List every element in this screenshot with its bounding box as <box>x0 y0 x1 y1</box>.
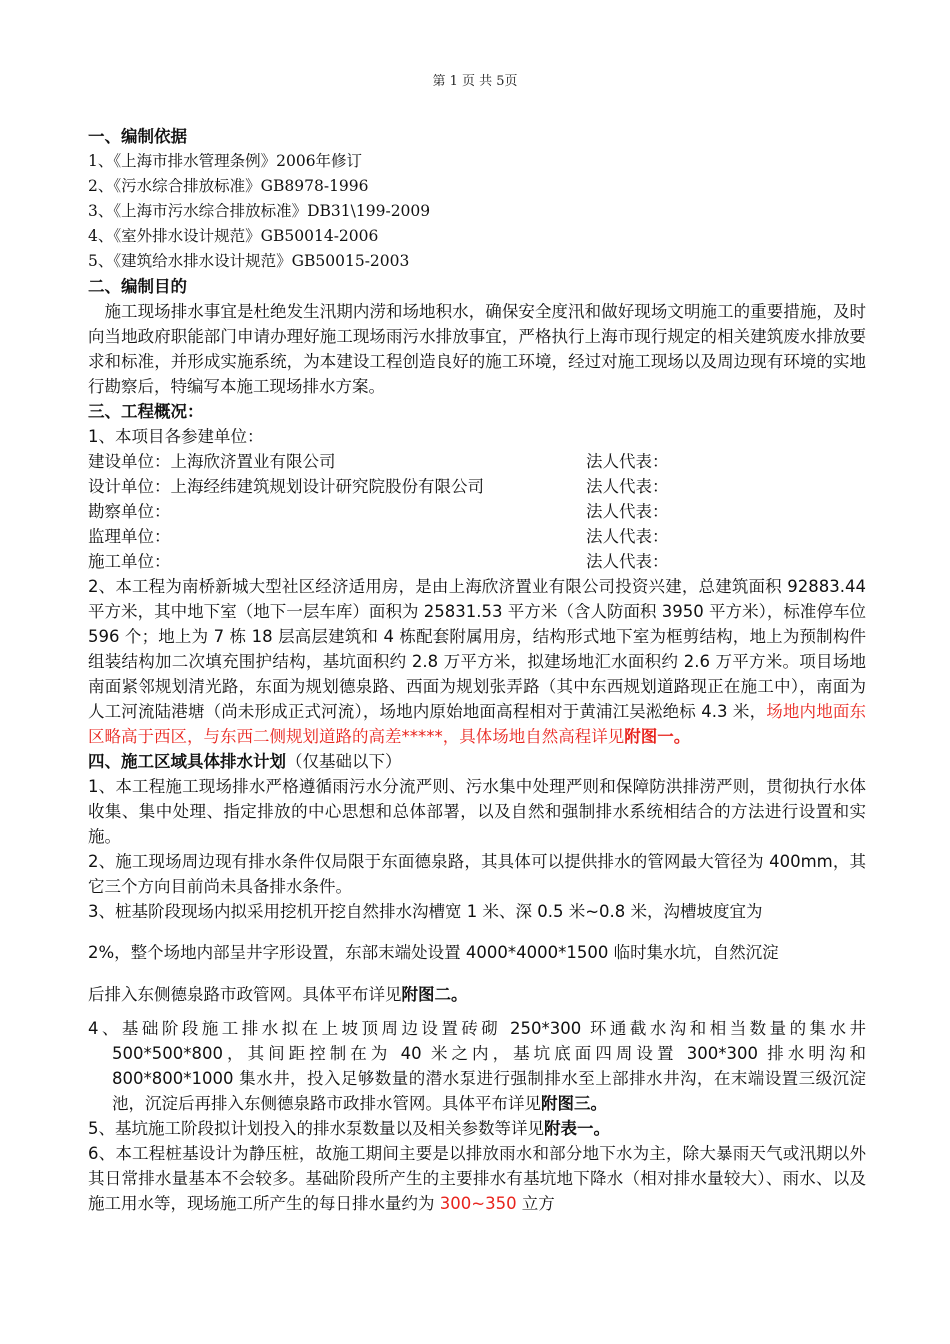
daily-volume-value: 300~350 <box>439 1194 517 1213</box>
unit-row-survey <box>88 499 866 524</box>
purpose-paragraph: 施工现场排水事宜是杜绝发生汛期内涝和场地积水，确保安全度汛和做好现场文明施工的重要措施，及时向当地政府职能部门申请办理好施工现场雨污水排放事宜，严格执行上海市现行规定的相关建筑废水排放要求和标准，并形成实施系统，为本建设工程创造良好的施工环境，经过对施工现场以及周边现有环境的实地行勘察后，特编写本施工现场排水方案。 <box>88 302 866 396</box>
item-6-text: 6、本工程桩基设计为静压桩，故施工期间主要是以排放雨水和部分地下水为主，除大暴雨天气或汛期以外其日常排水量基本不会较多。基础阶段所产生的主要排水有基坑地下降水（相对排水量较大）、雨水、以及施工用水等，现场施工所产生的每日排水量约为 <box>88 1144 866 1213</box>
page-number-header: 第 1 页 共 5页 <box>432 74 518 89</box>
appendix-ref-2: 附图二。 <box>401 985 468 1004</box>
item-4-text: 4、基础阶段施工排水拟在上坡顶周边设置砖砌 250*300 环通截水沟和相当数量的集水井 500*500*800，其间距控制在为 40 米之内，基坑底面四周设置 300*300 排水明沟和 800*800*1000 集水井，投入足够数量的潜水泵进行强制排水至上部排水井沟，在末端设置三级沉淀池，沉淀后再排入东侧德泉路市政排水管网。具体平布详见 <box>88 1019 866 1113</box>
project-overview-paragraph <box>88 574 866 749</box>
section-4-title-row <box>88 749 866 774</box>
item-6-end: 立方 <box>516 1194 555 1213</box>
section-4-note: （仅基础以下） <box>286 752 402 771</box>
appendix-ref-1: 附图一。 <box>624 727 691 746</box>
reference-item: 4、《室外排水设计规范》GB50014-2006 <box>88 227 379 245</box>
legal-rep-label: 法人代表： <box>586 477 669 496</box>
unit-row-supervision <box>88 524 866 549</box>
unit-name: 监理单位： <box>88 527 171 546</box>
drainage-plan-item-3-line2: 2%，整个场地内部呈井字形设置，东部末端处设置 4000*4000*1500 临时集水坑，自然沉淀 <box>88 943 779 962</box>
section-1-title: 一、编制依据 <box>88 127 187 146</box>
unit-name: 施工单位： <box>88 552 171 571</box>
drainage-plan-item-3-line1: 3、桩基阶段现场内拟采用挖机开挖自然排水沟槽宽 1 米、深 0.5 米~0.8 米，沟槽坡度宜为 <box>88 902 763 921</box>
reference-item: 5、《建筑给水排水设计规范》GB50015-2003 <box>88 252 410 270</box>
unit-row-design <box>88 474 866 499</box>
legal-rep-label: 法人代表： <box>586 452 669 471</box>
section-4-title: 四、施工区域具体排水计划 <box>88 752 286 771</box>
drainage-plan-item-6 <box>88 1141 866 1216</box>
item-3-text: 后排入东侧德泉路市政管网。具体平布详见 <box>88 985 402 1004</box>
legal-rep-label: 法人代表： <box>586 502 669 521</box>
document-body <box>88 124 866 1216</box>
drainage-plan-item-3-line3 <box>88 974 866 1016</box>
drainage-plan-item-2: 2、施工现场周边现有排水条件仅局限于东面德泉路，其具体可以提供排水的管网最大管径为 400mm，其它三个方向目前尚未具备排水条件。 <box>88 852 866 896</box>
legal-rep-label: 法人代表： <box>586 552 669 571</box>
item-5-text: 5、基坑施工阶段拟计划投入的排水泵数量以及相关参数等详见 <box>88 1119 544 1138</box>
reference-item: 2、《污水综合排放标准》GB8978-1996 <box>88 177 369 195</box>
legal-rep-label: 法人代表： <box>586 527 669 546</box>
reference-item: 1、《上海市排水管理条例》2006年修订 <box>88 152 363 170</box>
drainage-plan-item-5 <box>88 1116 866 1141</box>
overview-text: 2、本工程为南桥新城大型社区经济适用房，是由上海欣济置业有限公司投资兴建，总建筑面积 92883.44 平方米，其中地下室（地下一层车库）面积为 25831.53 平方米（含人防面积 3950 平方米），标准停车位 596 个；地上为 7 栋 18 层高层建筑和 4 栋配套附属用房，结构形式地下室为框剪结构，地上为预制构件组装结构加二次填充围护结构，基坑面积约 2.8 万平方米，拟建场地汇水面积约 2.6 万平方米。项目场地南面紧邻规划清光路，东面为规划德泉路、西面为规划张弄路（其中东西规划道路现正在施工中），南面为人工河流陆港塘（尚未形成正式河流），场地内原始地面高程相对于黄浦江吴淞绝标 4.3 米， <box>88 577 866 721</box>
unit-name: 建设单位：上海欣济置业有限公司 <box>88 452 336 471</box>
section-3-title: 三、工程概况： <box>88 402 204 421</box>
unit-name: 勘察单位： <box>88 502 171 521</box>
drainage-plan-item-4 <box>88 1016 866 1116</box>
reference-item: 3、《上海市污水综合排放标准》DB31\199-2009 <box>88 202 431 220</box>
appendix-ref-3: 附图三。 <box>541 1094 607 1113</box>
unit-name: 设计单位：上海经纬建筑规划设计研究院股份有限公司 <box>88 477 484 496</box>
overview-highlight: 场地内地面东区略高于西区，与东西二侧规划道路的高差*****，具体场地自然高程详见 <box>88 702 866 746</box>
appendix-table-ref: 附表一。 <box>544 1119 610 1138</box>
unit-row-construction <box>88 449 866 474</box>
section-2-title: 二、编制目的 <box>88 277 187 296</box>
unit-row-contractor <box>88 549 866 574</box>
participants-subtitle: 1、本项目各参建单位： <box>88 427 264 446</box>
drainage-plan-item-1: 1、本工程施工现场排水严格遵循雨污水分流严则、污水集中处理严则和保障防洪排涝严则，贯彻执行水体收集、集中处理、指定排放的中心思想和总体部署，以及自然和强制排水系统相结合的方法进行设置和实施。 <box>88 777 866 846</box>
